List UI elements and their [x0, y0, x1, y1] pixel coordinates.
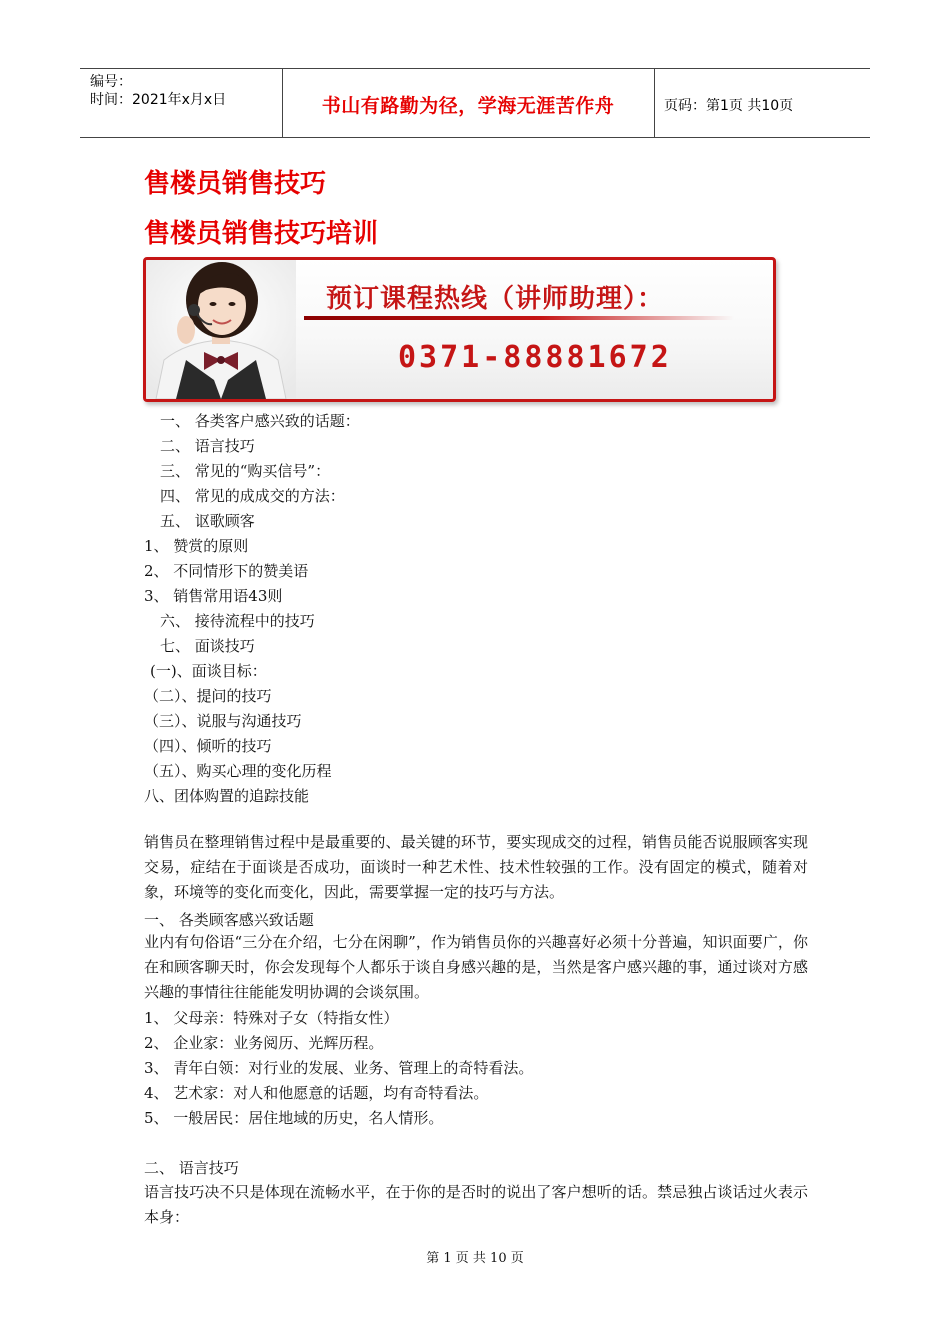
toc-item: 四、 常见的成成交的方法： [160, 487, 345, 505]
header-motto: 书山有路勤为径，学海无涯苦作舟 [321, 95, 615, 117]
intro-paragraph: 销售员在整理销售过程中是最重要的、最关键的环节，要实现成交的过程，销售员能否说服顾客实现交易，症结在于面谈是否成功，面谈时一种艺术性、技术性较强的工作。没有固定的模式，随着对象，环境等的变化而变化，因此，需要掌握一定的技巧与方法。 [144, 833, 808, 901]
toc-item: 一、 各类客户感兴致的话题： [160, 412, 360, 430]
toc-item: 六、 接待流程中的技巧 [160, 612, 315, 630]
toc-item: 二、 语言技巧 [160, 437, 255, 455]
section-paragraph: 业内有句俗语“三分在介绍，七分在闲聊”，作为销售员你的兴趣喜好必须十分普遍，知识面要广，你在和顾客聊天时，你会发现每个人都乐于谈自身感兴趣的是，当然是客户感兴趣的事，通过谈对方感兴趣的事情往往能能发明协调的会谈氛围。 [144, 933, 808, 1001]
section-paragraph: 语言技巧决不只是体现在流畅水平，在于你的是否时的说出了客户想听的话。禁忌独占谈话过火表示本身： [144, 1183, 808, 1226]
list-item: 5、 一般居民：居住地域的历史，名人情形。 [144, 1109, 444, 1127]
toc-item: 七、 面谈技巧 [160, 637, 255, 655]
hotline-label: 预订课程热线（讲师助理）： [326, 284, 665, 314]
section-heading: 一、 各类顾客感兴致话题 [144, 911, 314, 929]
toc-subitem: 2、 不同情形下的赞美语 [144, 562, 309, 580]
document-id-label: 编号： [90, 74, 132, 90]
toc-item: 三、 常见的“购买信号”： [160, 462, 331, 480]
section-heading: 二、 语言技巧 [144, 1159, 239, 1177]
page-footer: 第 1 页 共 10 页 [426, 1251, 524, 1266]
header-page-info: 页码：第1页 共10页 [664, 98, 794, 114]
page-header [80, 68, 870, 138]
hotline-phone-number: 0371-88881672 [398, 340, 672, 375]
toc-subitem: (一)、面谈目标： [150, 662, 267, 680]
toc-subitem: （四）、倾听的技巧 [144, 737, 272, 755]
document-subtitle: 售楼员销售技巧培训 [144, 219, 379, 249]
toc-subitem: 1、 赞赏的原则 [144, 537, 249, 555]
toc-subitem: （二）、提问的技巧 [144, 687, 272, 705]
banner-divider [304, 316, 734, 320]
document-title: 售楼员销售技巧 [144, 169, 327, 199]
list-item: 1、 父母亲：特殊对子女（特指女性） [144, 1009, 399, 1027]
list-item: 3、 青年白领：对行业的发展、业务、管理上的奇特看法。 [144, 1059, 534, 1077]
toc-item: 五、 讴歌顾客 [160, 512, 255, 530]
header-page-cell [654, 69, 870, 137]
list-item: 4、 艺术家：对人和他愿意的话题，均有奇特看法。 [144, 1084, 489, 1102]
hotline-banner [143, 257, 776, 402]
toc-subitem: （三）、说服与沟通技巧 [144, 712, 302, 730]
operator-photo [146, 260, 296, 399]
header-motto-cell [282, 69, 655, 137]
list-item: 2、 企业家：业务阅历、光辉历程。 [144, 1034, 384, 1052]
document-date: 时间：2021年x月x日 [90, 92, 227, 108]
toc-subitem: （五）、购买心理的变化历程 [144, 762, 332, 780]
header-left-cell [80, 69, 283, 137]
toc-subitem: 3、 销售常用语43则 [144, 587, 283, 605]
toc-item: 八、团体购置的追踪技能 [144, 787, 310, 805]
